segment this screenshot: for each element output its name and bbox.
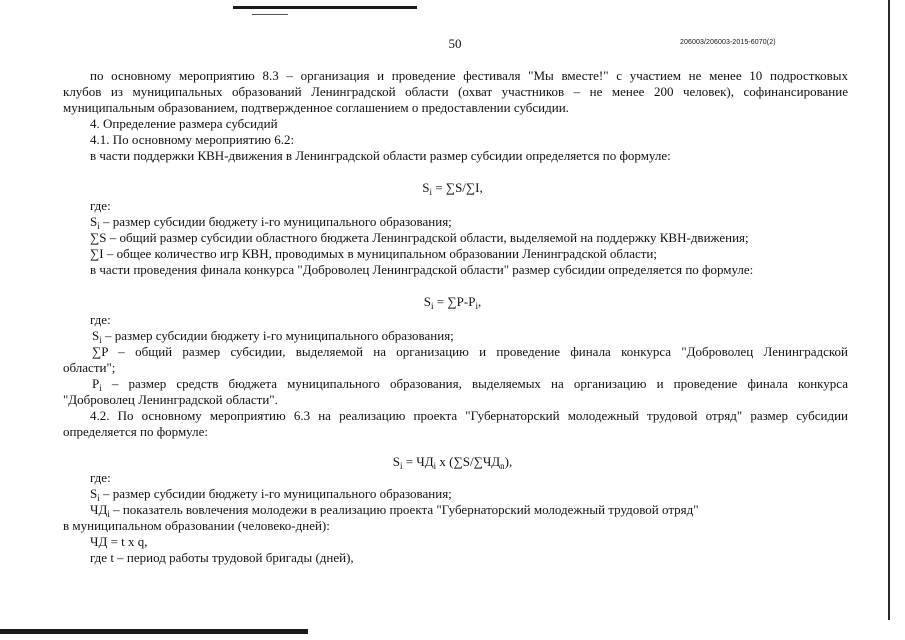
subsection-4-1: 4.1. По основному мероприятию 6.2: — [90, 132, 295, 147]
where-label-1: где: — [90, 198, 111, 213]
scan-artifact-right-edge — [888, 0, 890, 620]
where-label-3: где: — [90, 470, 111, 485]
formula-2: $S_i = \sum P-P_i$, — [423, 294, 482, 311]
scan-artifact-top — [233, 6, 417, 9]
definition-t: где t – период работы трудовой бригады (дней), — [90, 550, 354, 565]
definition-pi: $P_i$ – размер средств бюджета муниципального образования, выделяемых на организацию и проведение финала конкурса — [92, 376, 848, 392]
page-number: 50 — [448, 36, 462, 51]
definition-si-1: $S_i$ – размер субсидии бюджету i-го муниципального образования; — [90, 214, 452, 231]
formula-chd: ЧД = t x q, — [90, 534, 148, 549]
scan-artifact-bottom — [0, 629, 308, 634]
definition-sum-s: ∑S – общий размер субсидии областного бюджета Ленинградской области, выделяемой на поддержку КВН-движения; — [90, 230, 749, 245]
definition-pi-cont: "Доброволец Ленинградской области". — [63, 392, 278, 407]
paragraph-line-3: муниципальным образованием, подтвержденное соглашением о предоставлении субсидии. — [63, 100, 569, 115]
definition-sum-p: ∑P – общий размер субсидии, выделяемой на организацию и проведение финала конкурса "Доброволец Ленинградской — [92, 344, 848, 359]
definition-si-3: $S_i$ – размер субсидии бюджету i-го муниципального образования; — [90, 486, 452, 503]
where-label-2: где: — [90, 312, 111, 327]
subsection-4-2-cont: определяется по формуле: — [63, 424, 208, 439]
paragraph-line-1: по основному мероприятию 8.3 – организация и проведение фестиваля "Мы вместе!" с участием не менее 10 подростковых — [90, 68, 848, 83]
subsection-4-2: 4.2. По основному мероприятию 6.3 на реализацию проекта "Губернаторский молодежный трудовой отряд" размер субсидии — [90, 408, 848, 423]
formula-1: $S_i = \sum S/\sum I$, — [422, 180, 483, 197]
volunteer-intro-line: в части проведения финала конкурса "Доброволец Ленинградской области" размер субсидии определяется по формуле: — [90, 262, 754, 277]
definition-chd-cont: в муниципальном образовании (человеко-дней): — [63, 518, 330, 533]
paragraph-line-2: клубов из муниципальных образований Ленинградской области (охват участников – не менее 200 человек), софинансирование — [63, 84, 848, 99]
formula-3: $S_i = ЧД_i$ x $(\sum S/\sum ЧД_n)$, — [392, 454, 513, 471]
section-heading-4: 4. Определение размера субсидий — [90, 116, 278, 131]
kvn-intro-line: в части поддержки КВН-движения в Ленинградской области размер субсидии определяется по формуле: — [90, 148, 671, 163]
definition-si-2: $S_i$ – размер субсидии бюджету i-го муниципального образования; — [92, 328, 454, 345]
definition-sum-i: ∑I – общее количество игр КВН, проводимых в муниципальном образовании Ленинградской области; — [90, 246, 657, 261]
document-code: 206003/206003-2015-6070(2) — [680, 39, 776, 46]
scan-artifact-top-small — [252, 14, 288, 15]
definition-chd: $ЧД_i$ – показатель вовлечения молодежи в реализацию проекта "Губернаторский молодежный трудовой отряд" — [90, 502, 699, 519]
definition-sum-p-cont: области"; — [63, 360, 116, 375]
